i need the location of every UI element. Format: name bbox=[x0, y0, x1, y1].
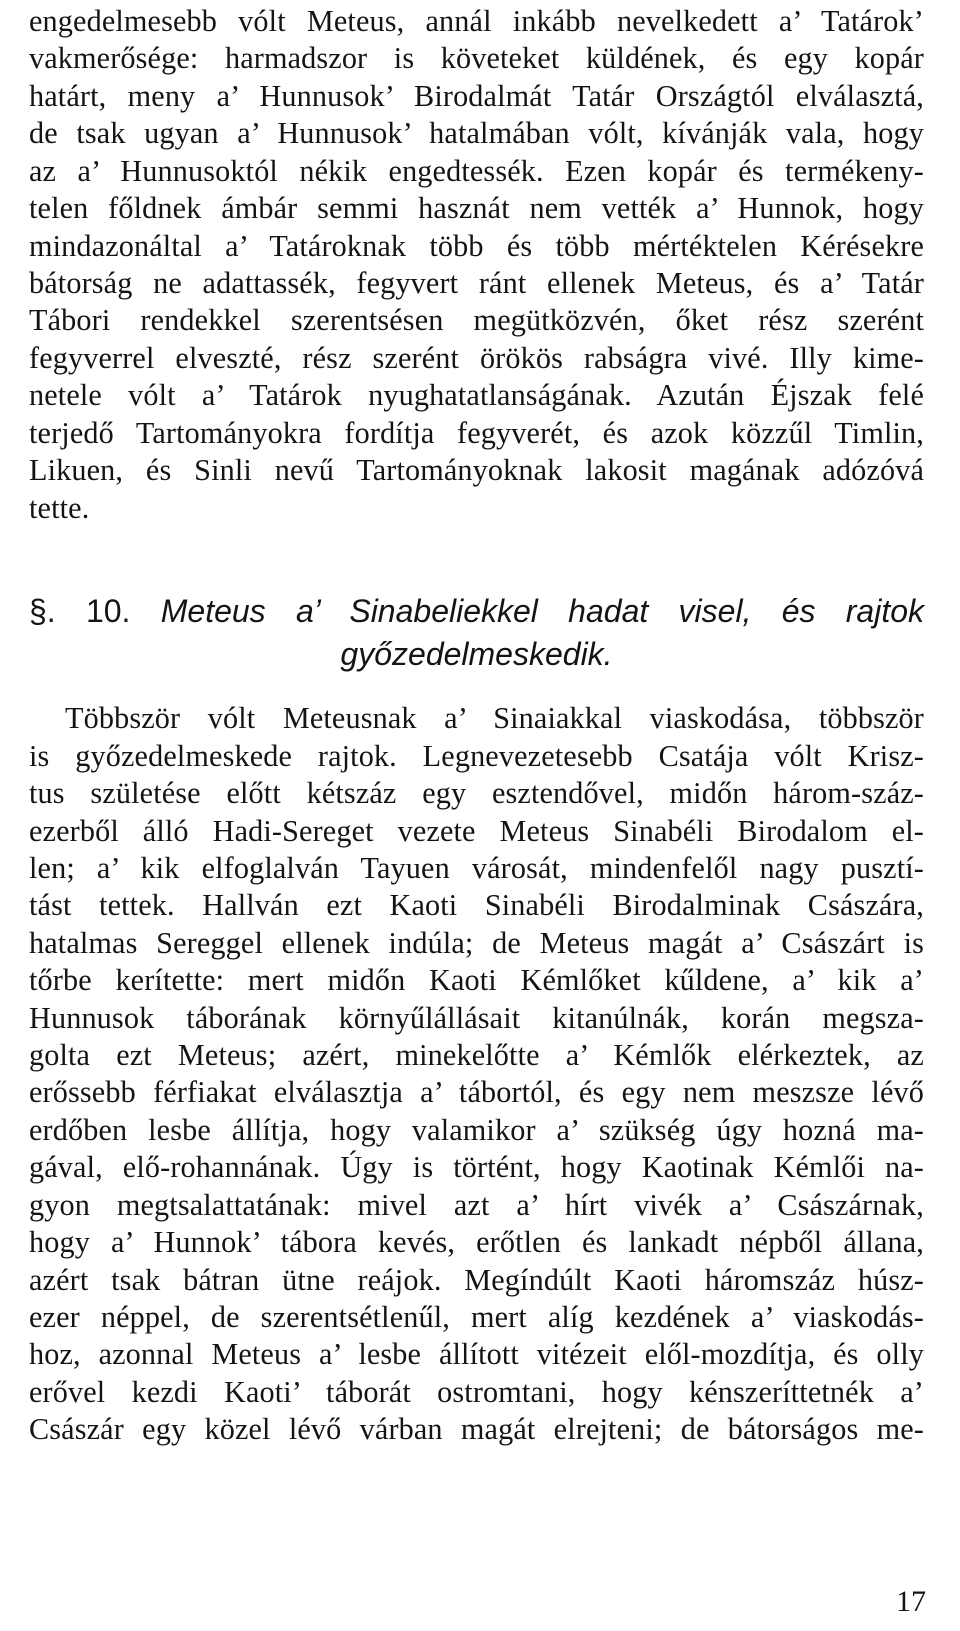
text-line: vakmerősége: harmadszor is követeket küldének, és egy kopár bbox=[29, 41, 924, 75]
text-line: hoz, azonnal Meteus a’ lesbe állított vitézeit elől-mozdítja, és olly bbox=[29, 1337, 924, 1371]
section-number: §. 10. bbox=[29, 593, 131, 629]
text-line: golta ezt Meteus; azért, minekelőtte a’ Kémlők elérkeztek, az bbox=[29, 1038, 924, 1072]
text-line: gával, elő-rohannának. Úgy is történt, hogy Kaotinak Kémlői na- bbox=[29, 1150, 924, 1184]
text-line: azért tsak bátran ütne reájok. Megíndúlt Kaoti háromszáz húsz- bbox=[29, 1263, 924, 1297]
text-line: tus születése előtt kétszáz egy esztendővel, midőn három-száz- bbox=[29, 776, 924, 810]
text-line: erdőben lesbe állítja, hogy valamikor a’ szükség úgy hozná ma- bbox=[29, 1113, 924, 1147]
text-line: netele vólt a’ Tatárok nyughatatlanságának. Azután Éjszak felé bbox=[29, 378, 924, 412]
text-line: terjedő Tartományokra fordítja fegyverét, és azok közzűl Timlin, bbox=[29, 416, 924, 450]
text-line: hatalmas Sereggel ellenek indúla; de Meteus magát a’ Császárt is bbox=[29, 926, 924, 960]
text-line: az a’ Hunnusoktól nékik engedtessék. Ezen kopár és termékeny- bbox=[29, 154, 924, 188]
text-line: Likuen, és Sinli nevű Tartományoknak lakosit magának adózóvá bbox=[29, 453, 924, 487]
text-line: len; a’ kik elfoglalván Tayuen városát, mindenfelől nagy pusztí- bbox=[29, 851, 924, 885]
text-line: tette. bbox=[29, 491, 90, 525]
text-line: ezerből álló Hadi-Sereget vezete Meteus Sinabéli Birodalom el- bbox=[29, 814, 924, 848]
text-line: hogy a’ Hunnok’ tábora kevés, erőtlen és lankadt népből állana, bbox=[29, 1225, 924, 1259]
text-line: Császár egy közel lévő várban magát elrejteni; de bátorságos me- bbox=[29, 1412, 924, 1446]
text-line: telen főldnek ámbár semmi hasznát nem vették a’ Hunnok, hogy bbox=[29, 191, 924, 225]
text-line: gyon megtsalattatának: mivel azt a’ hírt vivék a’ Császárnak, bbox=[29, 1188, 924, 1222]
text-line: erőssebb férfiakat elválasztja a’ tábortól, és egy nem meszsze lévő bbox=[29, 1075, 924, 1109]
section-heading-line-1 bbox=[29, 589, 924, 633]
text-line: bátorság ne adattassék, fegyvert ránt ellenek Meteus, és a’ Tatár bbox=[29, 266, 924, 300]
text-line: Többször vólt Meteusnak a’ Sinaiakkal viaskodása, többször bbox=[65, 701, 924, 735]
section-heading-line-2: győzedelmeskedik. bbox=[340, 636, 613, 672]
text-line: de tsak ugyan a’ Hunnusok’ hatalmában vólt, kívánják vala, hogy bbox=[29, 116, 924, 150]
page-number: 17 bbox=[896, 1585, 926, 1618]
text-line: határt, meny a’ Hunnusok’ Birodalmát Tatár Országtól elválasztá, bbox=[29, 79, 924, 113]
text-line: erővel kezdi Kaoti’ táborát ostromtani, hogy kénszeríttetnék a’ bbox=[29, 1375, 924, 1409]
text-line: Hunnusok táborának környűlállásait kitanúlnák, korán megsza- bbox=[29, 1001, 924, 1035]
section-title-part-1: Meteus a’ Sinabeliekkel hadat visel, és rajtok bbox=[160, 593, 925, 629]
text-line: tást tettek. Hallván ezt Kaoti Sinabéli Birodalminak Császára, bbox=[29, 888, 924, 922]
text-line: Tábori rendekkel szerentsésen megütközvén, őket rész szerént bbox=[29, 303, 924, 337]
text-line: tőrbe kerítette: mert midőn Kaoti Kémlőket kűldene, a’ kik a’ bbox=[29, 963, 924, 997]
text-line: engedelmesebb vólt Meteus, annál inkább nevelkedett a’ Tatárok’ bbox=[29, 4, 924, 38]
text-line: fegyverrel elveszté, rész szerént örökös rabságra vivé. Illy kime- bbox=[29, 341, 924, 375]
text-line: ezer néppel, de szerentsétlenűl, mert alíg kezdének a’ viaskodás- bbox=[29, 1300, 924, 1334]
text-line: is győzedelmeskede rajtok. Legnevezetesebb Csatája vólt Krisz- bbox=[29, 739, 924, 773]
text-line: mindazonáltal a’ Tatároknak több és több mértéktelen Kérésekre bbox=[29, 229, 924, 263]
